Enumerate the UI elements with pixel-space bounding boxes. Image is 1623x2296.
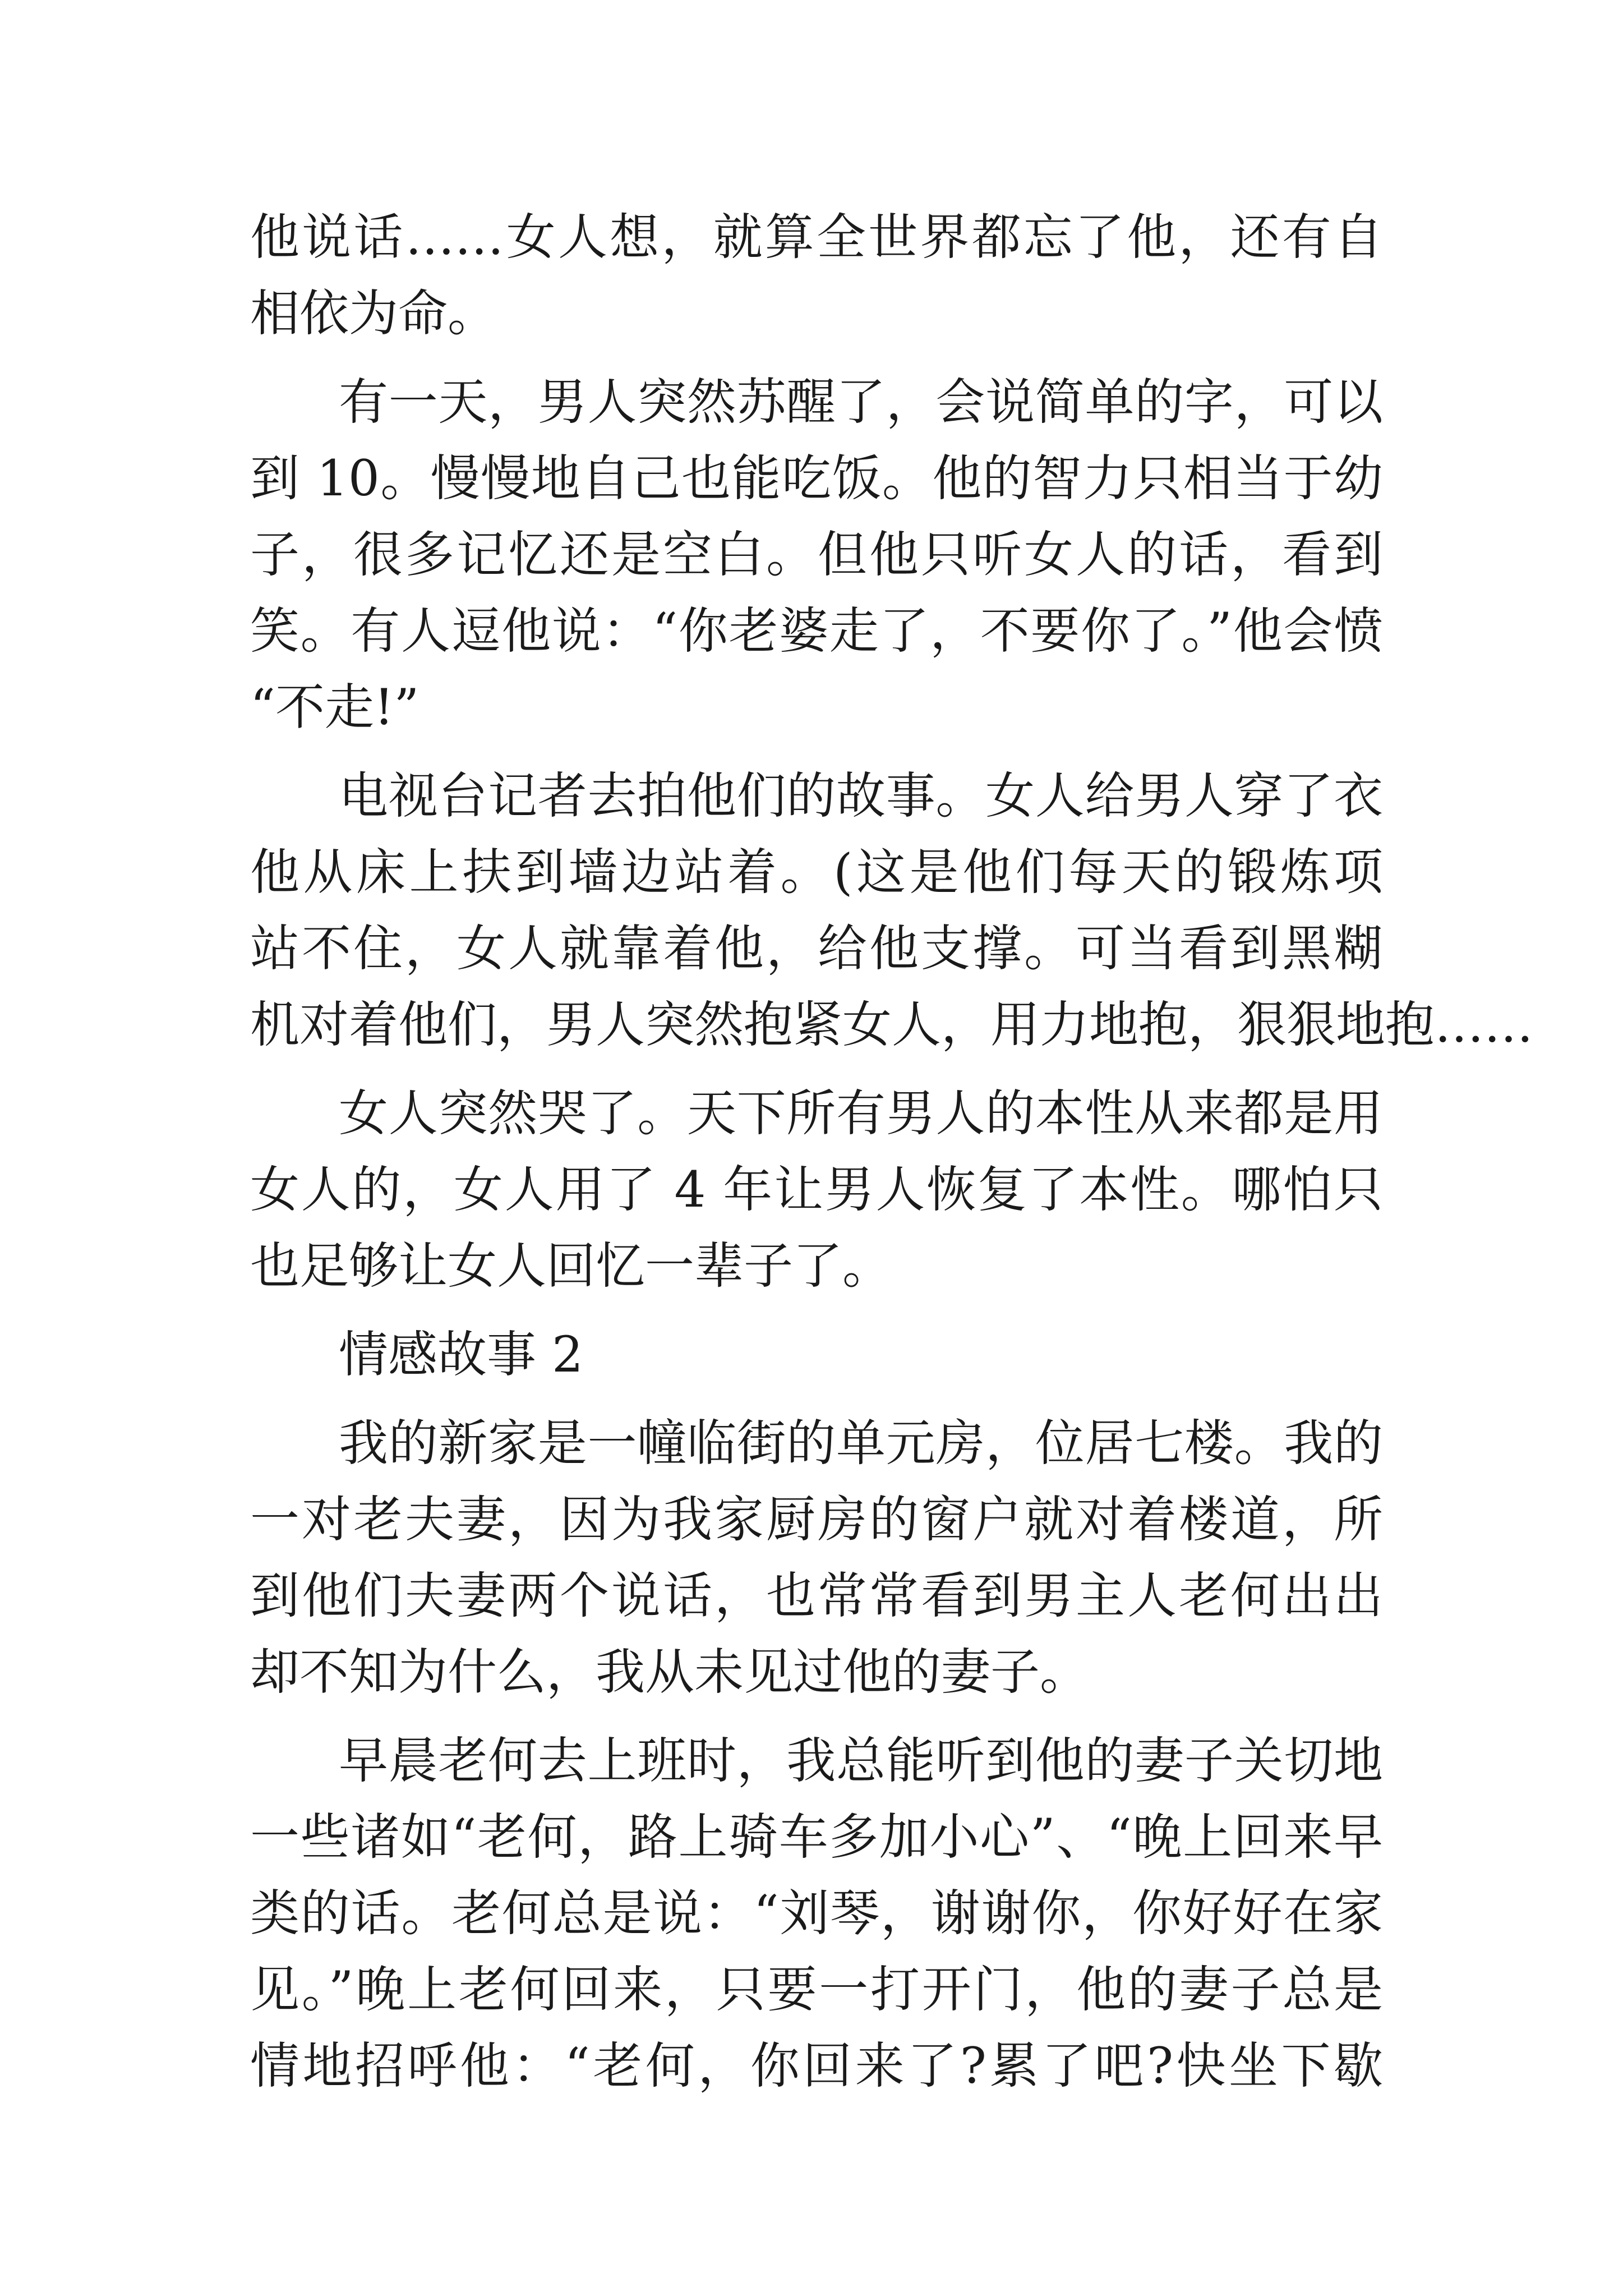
text-line: 一对老夫妻，因为我家厨房的窗户就对着楼道，所: [250, 1490, 1383, 1548]
text-line: 有一天，男人突然苏醒了，会说简单的字，可以: [339, 373, 1383, 431]
text-line: 一些诸如“老何，路上骑车多加小心”、“晚上回来早: [250, 1808, 1383, 1866]
paragraph: [250, 364, 1383, 746]
text-line: 到 10。慢慢地自己也能吃饭。他的智力只相当于幼: [250, 449, 1383, 507]
paragraph: [250, 1405, 1383, 1710]
text-line: 电视台记者去拍他们的故事。女人给男人穿了衣: [339, 767, 1383, 825]
text-line: 他从床上扶到墙边站着。(这是他们每天的锻炼项: [250, 843, 1383, 901]
section-heading: [250, 1317, 1383, 1393]
text-line: “不走!”: [250, 678, 419, 736]
text-line: 情感故事 2: [339, 1326, 583, 1383]
text-line: 站不住，女人就靠着他，给他支撑。可当看到黑糊: [250, 919, 1383, 977]
paragraph: [250, 1075, 1383, 1304]
text-line: 他说话……女人想，就算全世界都忘了他，还有自: [250, 208, 1383, 266]
text-line: 笑。有人逗他说：“你老婆走了，不要你了。”他会愤: [250, 602, 1383, 660]
text-line: 见。”晚上老何回来，只要一打开门，他的妻子总是: [250, 1961, 1383, 2018]
paragraph: [250, 199, 1383, 352]
body-text: [250, 199, 1534, 2104]
text-line: 情地招呼他：“老何，你回来了?累了吧?快坐下歇: [250, 2037, 1383, 2095]
text-line: 早晨老何去上班时，我总能听到他的妻子关切地: [339, 1732, 1383, 1789]
text-line: 类的话。老何总是说：“刘琴，谢谢你，你好好在家: [250, 1884, 1383, 1942]
text-line: 我的新家是一幢临街的单元房，位居七楼。我的: [339, 1414, 1383, 1472]
text-line: 相依为命。: [250, 284, 497, 342]
paragraph: [250, 758, 1534, 1063]
text-line: 子，很多记忆还是空白。但他只听女人的话，看到: [250, 526, 1383, 583]
text-line: 到他们夫妻两个说话，也常常看到男主人老何出出: [250, 1567, 1383, 1625]
text-line: 女人突然哭了。天下所有男人的本性从来都是用: [339, 1084, 1383, 1142]
text-line: 女人的，女人用了 4 年让男人恢复了本性。哪怕只: [250, 1161, 1383, 1218]
text-line: 也足够让女人回忆一辈子了。: [250, 1237, 892, 1295]
paragraph: [250, 1723, 1383, 2104]
text-line: 机对着他们，男人突然抱紧女人，用力地抱，狠狠地抱……: [250, 996, 1534, 1053]
text-line: 却不知为什么，我从未见过他的妻子。: [250, 1643, 1090, 1701]
